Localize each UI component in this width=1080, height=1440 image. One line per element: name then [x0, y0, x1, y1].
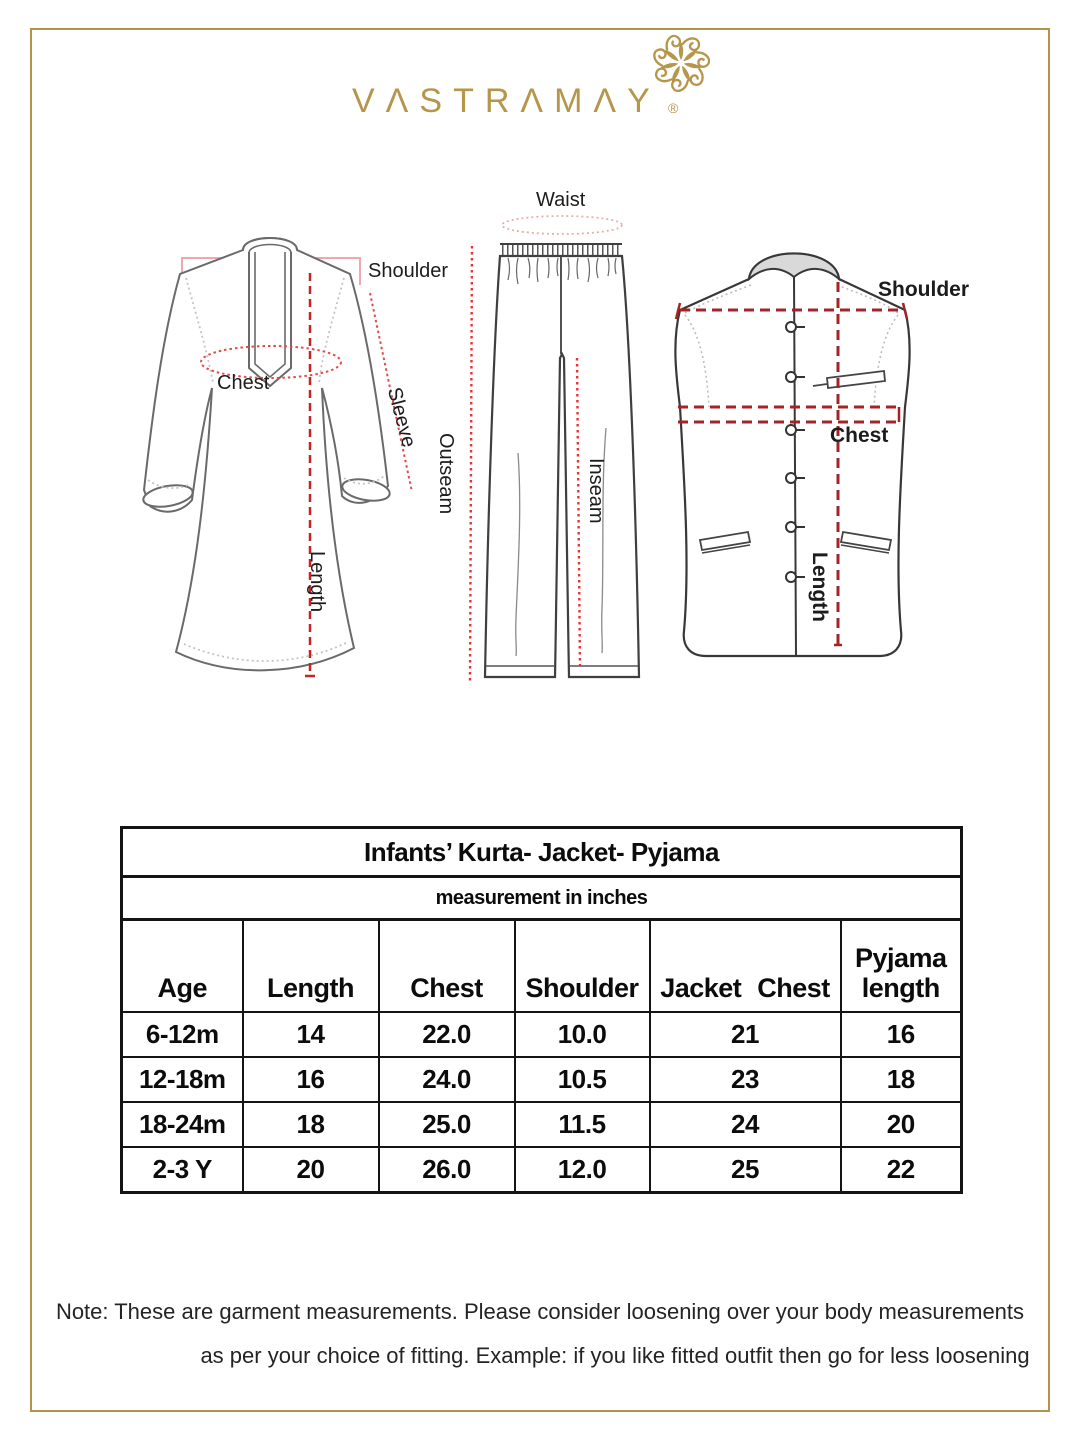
- brand-emblem-icon: [652, 34, 710, 92]
- cell-shoulder: 11.5: [515, 1102, 650, 1147]
- size-table: [120, 826, 963, 1194]
- table-title-row: [122, 828, 962, 877]
- kurta-chest-label: Chest: [217, 372, 270, 394]
- cell-length: 16: [243, 1057, 379, 1102]
- table-header-row: [122, 920, 962, 1013]
- cell-jacket-chest: 25: [650, 1147, 841, 1193]
- table-row: [122, 1102, 962, 1147]
- col-header-age: Age: [122, 920, 243, 1013]
- jacket-shoulder-label: Shoulder: [878, 278, 970, 301]
- cell-jacket-chest: 23: [650, 1057, 841, 1102]
- cell-pyjama-length: 20: [841, 1102, 962, 1147]
- table-row: [122, 1012, 962, 1057]
- cell-chest: 22.0: [379, 1012, 515, 1057]
- pyjama-waist-label: Waist: [536, 189, 586, 211]
- jacket-chest-label: Chest: [830, 424, 889, 447]
- col-header-length: Length: [243, 920, 379, 1013]
- cell-length: 18: [243, 1102, 379, 1147]
- cell-pyjama-length: 22: [841, 1147, 962, 1193]
- table-title: Infants’ Kurta- Jacket- Pyjama: [122, 828, 962, 877]
- cell-jacket-chest: 21: [650, 1012, 841, 1057]
- pyjama-outseam-label: Outseam: [435, 433, 457, 515]
- pyjama-inseam-label: Inseam: [585, 458, 607, 524]
- col-header-chest: Chest: [379, 920, 515, 1013]
- cell-chest: 26.0: [379, 1147, 515, 1193]
- cell-shoulder: 10.5: [515, 1057, 650, 1102]
- cell-chest: 24.0: [379, 1057, 515, 1102]
- jacket-length-label: Length: [808, 552, 832, 622]
- kurta-length-label: Length: [306, 551, 328, 613]
- note-line-2: as per your choice of fitting. Example: if you like fitted outfit then go for less loosening: [200, 1343, 1030, 1368]
- cell-length: 14: [243, 1012, 379, 1057]
- table-subtitle-row: [122, 877, 962, 920]
- col-header-shoulder: Shoulder: [515, 920, 650, 1013]
- cell-shoulder: 10.0: [515, 1012, 650, 1057]
- cell-pyjama-length: 16: [841, 1012, 962, 1057]
- cell-jacket-chest: 24: [650, 1102, 841, 1147]
- table-subtitle: measurement in inches: [122, 877, 962, 920]
- cell-shoulder: 12.0: [515, 1147, 650, 1193]
- brand-logo-text: VΛSTRΛMΛY: [352, 82, 661, 120]
- cell-length: 20: [243, 1147, 379, 1193]
- cell-age: 12-18m: [122, 1057, 243, 1102]
- table-row: [122, 1057, 962, 1102]
- registered-trademark-symbol: ®: [668, 100, 679, 116]
- pyjama-diagram: [430, 188, 670, 698]
- cell-age: 6-12m: [122, 1012, 243, 1057]
- col-header-jacket-chest: Jacket Chest: [650, 920, 841, 1013]
- cell-chest: 25.0: [379, 1102, 515, 1147]
- cell-age: 2-3 Y: [122, 1147, 243, 1193]
- kurta-shoulder-label: Shoulder: [368, 260, 449, 282]
- measurement-note: [40, 1290, 1040, 1378]
- table-row: [122, 1147, 962, 1193]
- col-header-pyjama-length: Pyjama length: [841, 920, 962, 1013]
- kurta-diagram: [140, 228, 440, 693]
- cell-pyjama-length: 18: [841, 1057, 962, 1102]
- note-line-1: Note: These are garment measurements. Please consider loosening over your body measurements: [55, 1299, 1025, 1324]
- cell-age: 18-24m: [122, 1102, 243, 1147]
- kurta-sleeve-label: Sleeve: [382, 385, 420, 450]
